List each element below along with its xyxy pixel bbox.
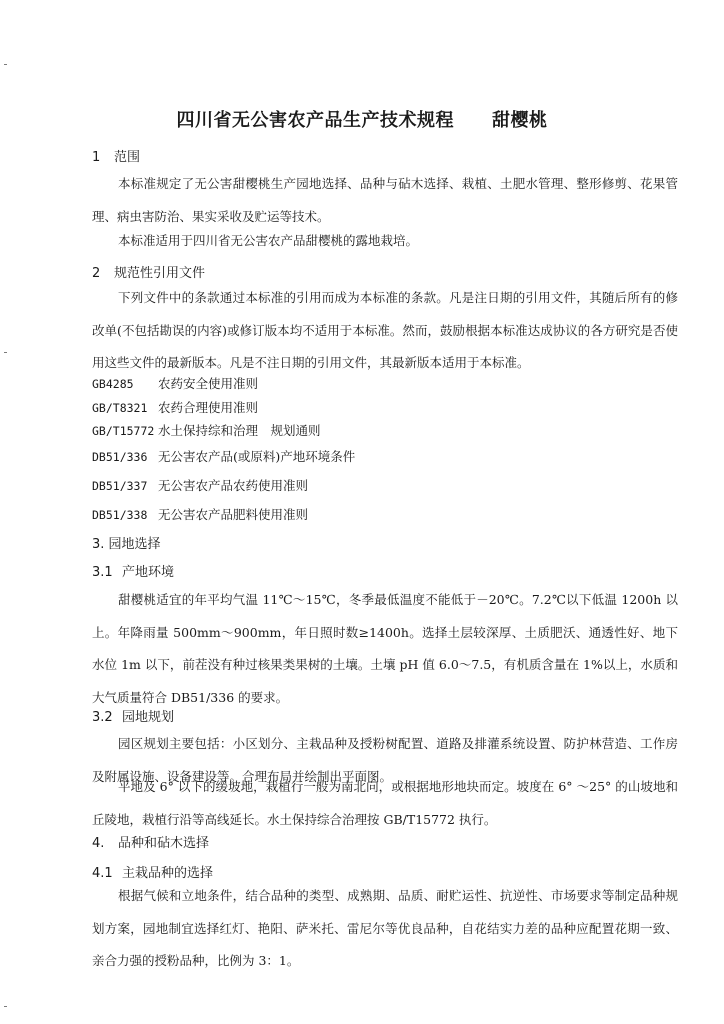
section-heading-3-2	[92, 706, 174, 725]
reference-name: 无公害农产品肥料使用准则	[158, 507, 309, 522]
reference-item	[92, 447, 355, 465]
section-number: 2	[92, 266, 101, 281]
title-main: 四川省无公害农产品生产技术规程	[176, 110, 454, 131]
section-number: 4.1	[92, 866, 113, 881]
section-heading-4-1	[92, 862, 213, 881]
reference-code: GB/T8321	[92, 401, 148, 415]
paragraph-scope-applicability: 本标准适用于四川省无公害农产品甜樱桃的露地栽培。	[118, 233, 419, 248]
section-number: 4.	[92, 836, 105, 851]
reference-code: DB51/336	[92, 450, 148, 464]
section-number: 3.1	[92, 565, 113, 580]
reference-name: 农药安全使用准则	[158, 376, 259, 391]
section-heading-3	[92, 533, 161, 552]
paragraph-planting-rows: 平地及 6° 以下的缓坡地，栽植行一般为南北向，或根据地形地块而定。坡度在 6° ～25° 的山坡地和丘陵地，栽植行沿等高线延长。水土保持综合治理按 GB/T15772 执行。	[92, 779, 678, 827]
reference-item	[92, 398, 258, 416]
section-title: 3. 园地选择	[92, 537, 161, 552]
reference-item	[92, 421, 321, 439]
page-title	[0, 106, 724, 132]
reference-code: DB51/337	[92, 479, 148, 493]
section-heading-1	[92, 146, 140, 165]
paragraph-orchard-planning: 园区规划主要包括：小区划分、主栽品种及授粉树配置、道路及排灌系统设置、防护林营造、工作房及附属设施、设备建设等。合理布局并绘制出平面图。	[92, 736, 678, 784]
reference-item	[92, 476, 308, 494]
section-title: 园地规划	[122, 710, 175, 725]
reference-name: 无公害农产品(或原料)产地环境条件	[158, 449, 356, 464]
section-title: 品种和砧木选择	[118, 836, 210, 851]
section-title: 规范性引用文件	[114, 266, 206, 281]
reference-item	[92, 505, 308, 523]
scan-mark	[4, 64, 7, 65]
section-title: 范围	[114, 150, 141, 165]
paragraph-production-environment: 甜樱桃适宜的年平均气温 11℃～15℃，冬季最低温度不能低于－20℃。7.2℃以下低温 1200h 以上。年降雨量 500mm～900mm，年日照时数≥1400h。选择土层较深厚、土质肥沃、通透性好、地下水位 1m 以下，前茬没有种过核果类果树的土壤。土壤 pH 值 6.0～7.5，有机质含量在 1%以上，水质和大气质量符合 DB51/336 的要求。	[92, 592, 678, 705]
section-heading-3-1	[92, 561, 174, 580]
section-title: 产地环境	[122, 565, 175, 580]
section-number: 3.2	[92, 710, 113, 725]
reference-code: DB51/338	[92, 508, 148, 522]
paragraph-normative-references: 下列文件中的条款通过本标准的引用而成为本标准的条款。凡是注日期的引用文件，其随后所有的修改单(不包括勘误的内容)或修订版本均不适用于本标准。然而，鼓励根据本标准达成协议的各方研究是否使用这些文件的最新版本。凡是不注日期的引用文件，其最新版本适用于本标准。	[92, 290, 678, 370]
scan-mark	[4, 352, 7, 353]
title-crop: 甜樱桃	[492, 110, 548, 131]
reference-name: 无公害农产品农药使用准则	[158, 478, 309, 493]
paragraph-scope: 本标准规定了无公害甜樱桃生产园地选择、品种与砧木选择、栽植、土肥水管理、整形修剪、花果管理、病虫害防治、果实采收及贮运等技术。	[92, 176, 678, 224]
scan-mark	[4, 1006, 7, 1007]
section-number: 1	[92, 150, 101, 165]
reference-name: 农药合理使用准则	[158, 400, 259, 415]
reference-name: 水土保持综和治理 规划通则	[158, 423, 321, 438]
reference-code: GB4285	[92, 377, 134, 391]
section-heading-2	[92, 262, 205, 281]
paragraph-main-variety-selection: 根据气候和立地条件，结合品种的类型、成熟期、品质、耐贮运性、抗逆性、市场要求等制定品种规划方案，园地制宜选择红灯、艳阳、萨米托、雷尼尔等优良品种，自花结实力差的品种应配置花期一致、亲合力强的授粉品种，比例为 3：1。	[92, 888, 678, 968]
reference-item	[92, 374, 258, 392]
section-title: 主栽品种的选择	[122, 866, 214, 881]
reference-code: GB/T15772	[92, 424, 155, 438]
section-heading-4	[92, 832, 209, 851]
